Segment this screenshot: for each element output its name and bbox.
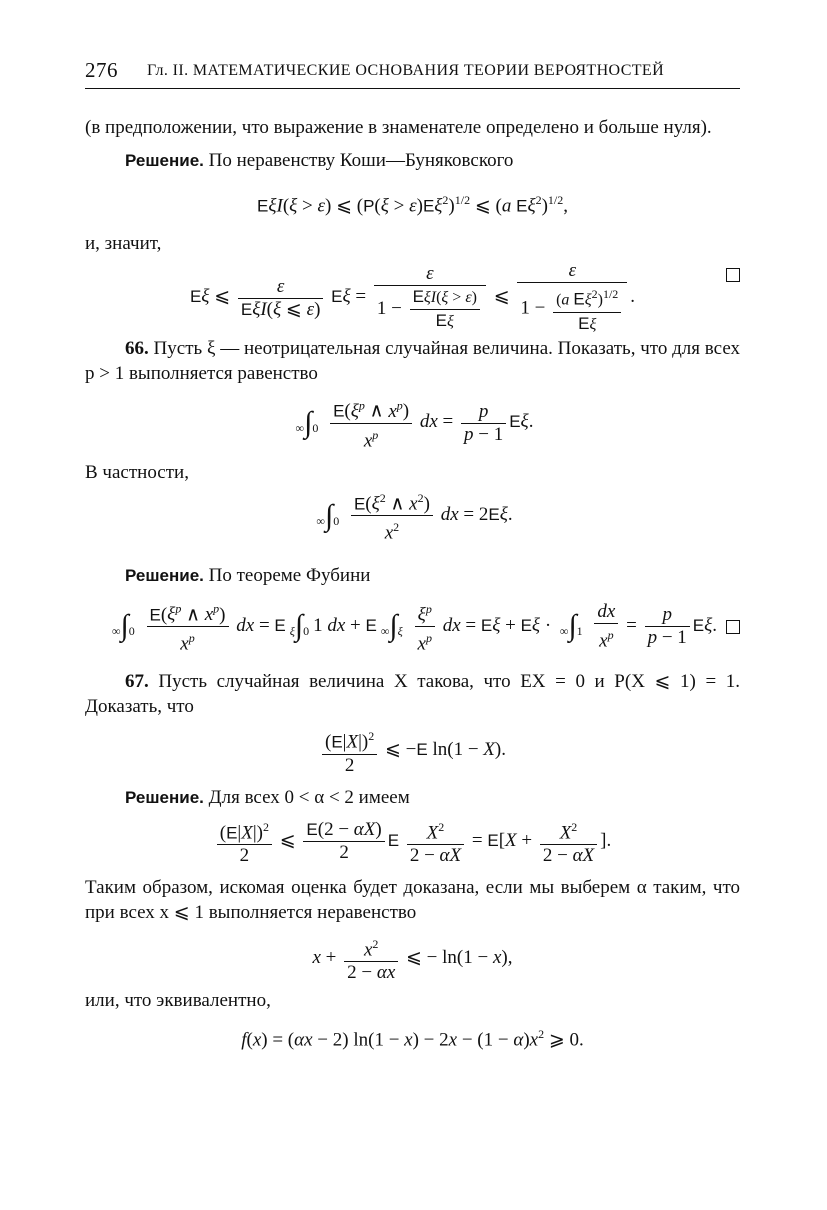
solution-label: Решение. bbox=[125, 151, 204, 170]
formula-bound: Eξ ⩽ $\frac{\varepsilon}{\text{EξI(ξ ⩽ ε)}}$ Eξ = ε 1 − $\frac{\text{EξI(ξ > ε)}}{E\xi}$ ⩽ ε 1 − $\frac{(a E\xi^2)^{1/2}}{E\xi}$ . bbox=[85, 260, 740, 322]
formula-66-particular: ∞∫0 $\frac{E(\xi^2 \wedge x^2)}{x^2}$ dx = 2Eξ. bbox=[316, 490, 513, 544]
page-number: 276 bbox=[85, 58, 118, 82]
formula-f: f(x) = (αx − 2) $\ln(1 - x) - 2x - (1 - \alpha)x^2$ ⩾ 0. bbox=[241, 1027, 584, 1051]
formula-67-bound: $\frac{(E|X|)^2}{2}$ ⩽ $\frac{E(2 - \alpha X)}{2}$ E $\frac{X^2}{2 - \alpha X}$ = E[X + $\frac{X^2}{2 - \alpha X}$ ]. bbox=[85, 816, 740, 867]
problem-66-text: Пусть ξ — неотрицательная случайная величина. Показать, что для всех p > 1 выполняется равенство bbox=[85, 338, 741, 385]
qed-square-icon bbox=[726, 268, 740, 282]
qed-square-icon bbox=[726, 620, 740, 634]
in-particular-text: В частности, bbox=[85, 461, 189, 483]
problem-66 bbox=[85, 336, 740, 386]
solution-1 bbox=[85, 148, 740, 173]
page bbox=[85, 58, 740, 1052]
problem-67-text: Пусть случайная величина X такова, что EX = 0 и P(X ⩽ 1) = 1. Доказать, что bbox=[85, 671, 741, 718]
solution-label: Решение. bbox=[125, 565, 204, 585]
equivalent-text: или, что эквивалентно, bbox=[85, 990, 271, 1012]
and-so-text: и, значит, bbox=[85, 233, 162, 255]
problem-66-number: 66. bbox=[125, 338, 149, 360]
solution-2 bbox=[85, 563, 740, 588]
problem-67 bbox=[85, 669, 740, 719]
formula-67: $\frac{(E|X|)^2}{2}$ ⩽ −E ln(1 − X). bbox=[85, 725, 740, 776]
problem-67-number: 67. bbox=[125, 671, 149, 693]
paragraph-assumption: (в предположении, что выражение в знаменателе определено и больше нуля). bbox=[85, 117, 712, 138]
formula-cauchy: EξI(ξ > ε) ⩽ $(P(\xi > \varepsilon)E\xi^2)^{1/2}$ ⩽ (a $E\xi^2)^{1/2}$, bbox=[257, 193, 568, 217]
thus-paragraph: Таким образом, искомая оценка будет доказана, если мы выберем α таким, что при всех x ⩽ 1 выполняется неравенство bbox=[85, 876, 740, 923]
solution-1-text: По неравенству Коши—Буняковского bbox=[208, 150, 514, 171]
formula-inequality-x: x + $\frac{x^2}{2 - \alpha x}$ ⩽ − ln(1 − x), bbox=[312, 936, 513, 984]
solution-label: Решение. bbox=[125, 787, 204, 807]
running-header bbox=[85, 58, 740, 89]
solution-3 bbox=[85, 785, 740, 810]
solution-2-text: По теореме Фубини bbox=[208, 564, 371, 586]
formula-fubini: ∞∫0 $\frac{E(\xi^p \wedge x^p)}{x^p}$ dx = E ξ∫0 1 dx + E ∞∫ξ $\frac{\xi^p}{x^p}$ dx = Eξ + Eξ · ∞∫1 $\frac{dx}{x^p}$ = $\frac{p}{p - 1}$ Eξ. bbox=[85, 598, 740, 656]
solution-3-text: Для всех 0 < α < 2 имеем bbox=[208, 786, 410, 808]
running-title: Гл. II. МАТЕМАТИЧЕСКИЕ ОСНОВАНИЯ ТЕОРИИ ВЕРОЯТНОСТЕЙ bbox=[147, 62, 665, 79]
formula-66: ∞∫0 $\frac{E(\xi^p \wedge x^p)}{x^p}$ dx = $\frac{p}{p - 1}$ Eξ. bbox=[295, 398, 534, 451]
